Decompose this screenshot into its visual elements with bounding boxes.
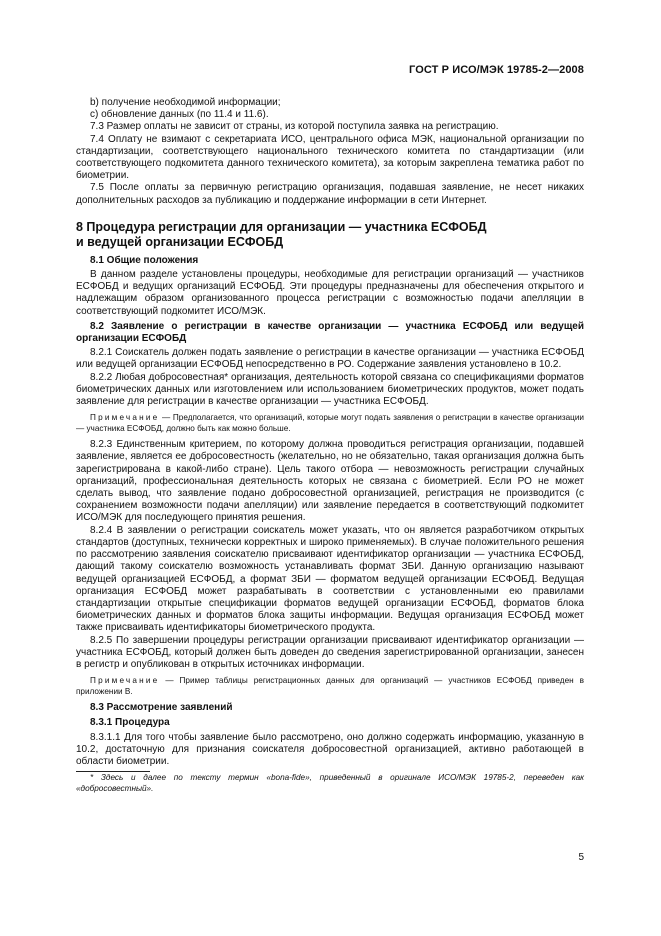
note-1-label: Примечание <box>90 413 160 423</box>
paragraph-8-2-3: 8.2.3 Единственным критерием, по которому должна проводиться регистрация организации, подавшей заявление, является ее добросовестность (желательно, но не обязательно, такая организация должна быть зарегистрирована в какой-либо стране). Цель такого отбора — невозможность регистрации случайных организаций, профессиональная деятельность которых не связана с биометрией. Если РО не может сделать вывод, что заявление подано добросовестной организацией, регистрация не производится (с сохранением возможности подачи апелляции) или заявление передается в соответствующий подкомитет ИСО/МЭК для последующего принятия решения. <box>76 439 584 524</box>
paragraph-8-2-1: 8.2.1 Соискатель должен подать заявление о регистрации в качестве организации — участника ЕСФОБД или ведущей организации ЕСФОБД непосредственно в РО. Содержание заявления установлено в 10.2. <box>76 347 584 371</box>
paragraph-7-5: 7.5 После оплаты за первичную регистрацию организация, подавшая заявление, не несет никаких дополнительных расходов за публикацию и поддержание информации в сети Интернет. <box>76 182 584 206</box>
paragraph-8-2-5: 8.2.5 По завершении процедуры регистрации организации присваивают идентификатор организации — участника ЕСФОБД, который должен быть доведен до сведения зарегистрированной организации, занесен в регистр и опубликован в открытых источниках информации. <box>76 634 584 670</box>
footnote: * Здесь и далее по тексту термин «bona-fide», приведенный в оригинале ИСО/МЭК 19785-2, переведен как «добросовестный». <box>76 773 584 793</box>
section-8-heading <box>76 220 584 250</box>
subsection-8-1-heading: 8.1 Общие положения <box>90 254 199 266</box>
document-header: ГОСТ Р ИСО/МЭК 19785-2—2008 <box>409 64 584 76</box>
section-8-title-line-1: 8 Процедура регистрации для организации — участника ЕСФОБД <box>76 219 487 234</box>
document-body <box>76 97 584 794</box>
paragraph-7-4: 7.4 Оплату не взимают с секретариата ИСО, центрального офиса МЭК, национальной организации по стандартизации, соответствующего национального технического комитета по стандартизации (или соответствующего подкомитета данного технического комитета), за которым закреплена тематика работ по биометрии. <box>76 133 584 182</box>
note-1 <box>76 413 584 434</box>
page-number: 5 <box>578 852 584 863</box>
paragraph-8-1: В данном разделе установлены процедуры, необходимые для регистрации организаций — участников ЕСФОБД и ведущих организаций ЕСФОБД. Эти процедуры предназначены для обеспечения открытого и надлежащим образом организованного процесса регистрации с возможностью подачи апелляции в соответствующий подкомитет ИСО/МЭК. <box>76 269 584 317</box>
note-2 <box>76 676 584 697</box>
note-1-text: — Предполагается, что организаций, которые могут подать заявления о регистрации в качестве организации — участника ЕСФОБД, должно быть как можно больше. <box>76 413 584 433</box>
paragraph-8-3-1-1: 8.3.1.1 Для того чтобы заявление было рассмотрено, оно должно содержать информацию, указанную в 10.2, достаточную для признания соискателя добросовестной организацией, активно работающей в области биометрии. <box>76 731 584 767</box>
footnote-separator <box>76 771 150 772</box>
paragraph-7-3: 7.3 Размер оплаты не зависит от страны, из которой поступила заявка на регистрацию. <box>90 121 499 133</box>
paragraph-8-2-2: 8.2.2 Любая добросовестная* организация, деятельность которой связана со спецификациями форматов биометрических данных или изготовлением или использованием биометрических продуктов, может подать заявление для регистрации в качестве организации — участника ЕСФОБД. <box>76 371 584 408</box>
note-2-label: Примечание <box>90 676 160 686</box>
note-2-text: — Пример таблицы регистрационных данных для организаций — участников ЕСФОБД приведен в приложении В. <box>76 676 584 696</box>
subsection-8-3-1-heading: 8.3.1 Процедура <box>90 717 170 729</box>
list-item-b: b) получение необходимой информации; <box>90 97 281 108</box>
paragraph-8-2-4: 8.2.4 В заявлении о регистрации соискатель может указать, что он является разработчиком открытых стандартов (доступных, технически корректных и широко применяемых). В случае положительного решения по рассмотрению заявления соискателю присваивают идентификатор организации — участника ЕСФОБД, дающий такому соискателю возможность устанавливать формат ЗБИ. Данную организацию называют ведущей организацией ЕСФОБД, а формат ЗБИ — форматом ведущей организации ЕСФОБД. Ведущая организация ЕСФОБД может разрабатывать в соответствии с установленными ею правилами стандартизации открытые спецификации форматов ведущей организации ЕСФОБД, форматов блока биометрических данных и форматов блока защиты информации. Ведущая организация ЕСФОБД может также присваивать идентификаторы биометрического продукта. <box>76 524 584 634</box>
subsection-8-3-heading: 8.3 Рассмотрение заявлений <box>90 702 233 714</box>
list-item-c: c) обновление данных (по 11.4 и 11.6). <box>90 109 269 121</box>
section-8-title-line-2: и ведущей организации ЕСФОБД <box>76 234 284 249</box>
subsection-8-2-heading: 8.2 Заявление о регистрации в качестве организации — участника ЕСФОБД или ведущей организации ЕСФОБД <box>76 320 584 345</box>
